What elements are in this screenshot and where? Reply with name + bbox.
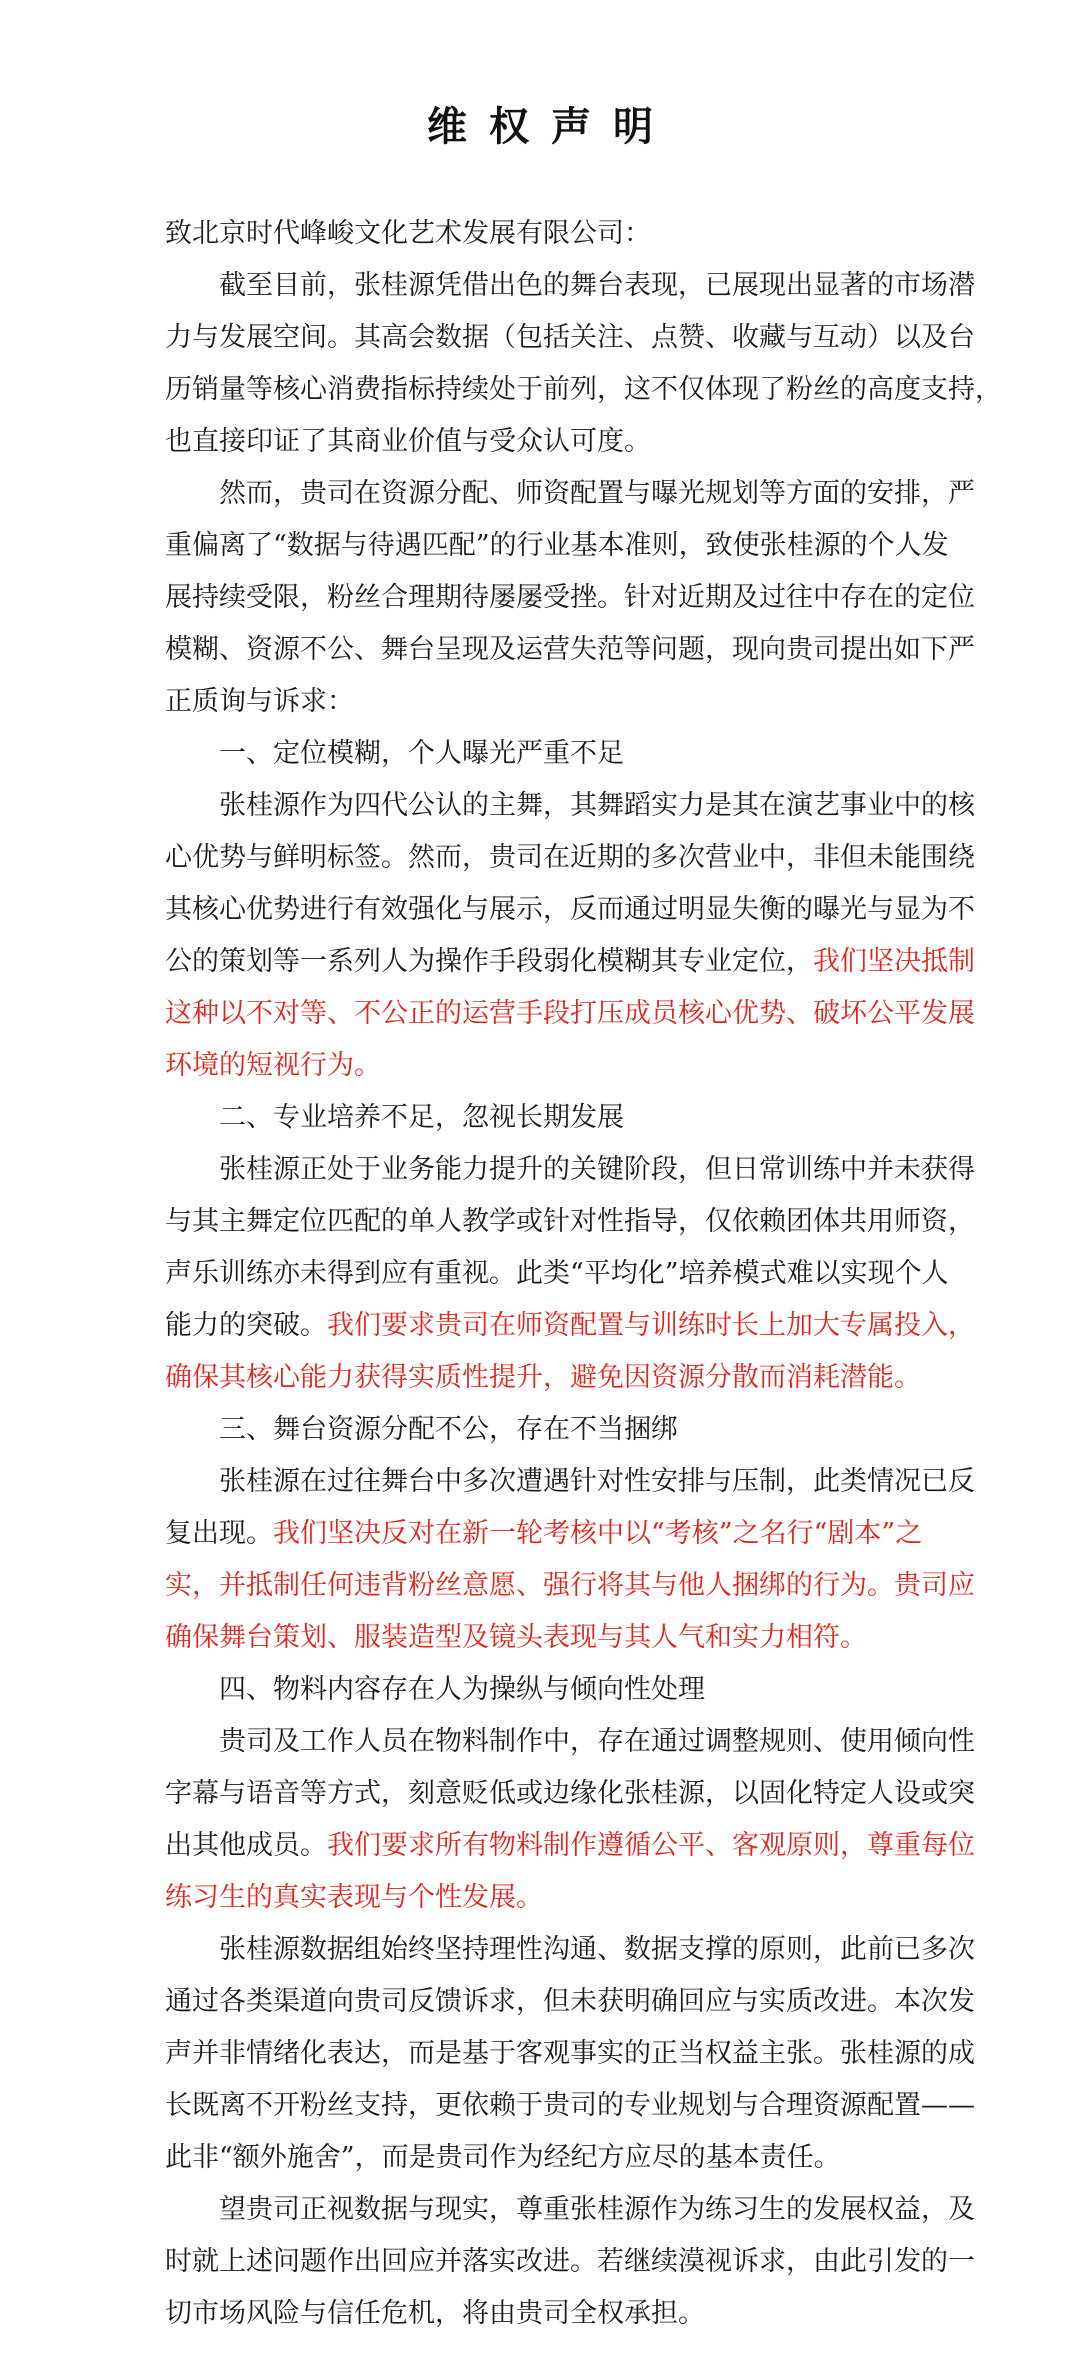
body-text: 历销量等核心消费指标持续处于前列，这不仅体现了粉丝的高度支持， [165, 374, 1002, 405]
text-line [165, 1404, 920, 1456]
paragraph [165, 1924, 975, 2184]
text-line [165, 1664, 920, 1716]
body-text: 模糊、资源不公、舞台呈现及运营失范等问题，现向贵司提出如下严 [165, 634, 975, 665]
text-line [165, 1508, 923, 1560]
body-text: 张桂源作为四代公认的主舞，其舞蹈实力是其在演艺事业中的核 [219, 790, 975, 821]
body-text: 能力的突破。 [165, 1310, 327, 1341]
paragraph [165, 780, 975, 1092]
body-text: 正质询与诉求： [165, 686, 354, 717]
text-line [165, 676, 920, 728]
text-line [165, 2080, 975, 2132]
text-line [165, 364, 1002, 416]
text-line [165, 1196, 975, 1248]
emphasis-text: 练习生的真实表现与个性发展。 [165, 1882, 543, 1913]
body-text: 一、定位模糊，个人曝光严重不足 [219, 738, 624, 769]
text-line [165, 832, 975, 884]
text-line [165, 1976, 975, 2028]
text-line [165, 1560, 975, 1612]
text-line [165, 2236, 975, 2288]
text-line [165, 936, 975, 988]
paragraph [165, 1716, 975, 1924]
paragraph [165, 1456, 975, 1664]
text-line [165, 988, 975, 1040]
text-line [165, 1820, 975, 1872]
text-line [165, 1352, 920, 1404]
text-line [165, 572, 975, 624]
text-line [165, 2028, 975, 2080]
body-text: 字幕与语音等方式，刻意贬低或边缘化张桂源，以固化特定人设或突 [165, 1778, 975, 1809]
body-text: 声乐训练亦未得到应有重视。此类“平均化”培养模式难以实现个人 [165, 1258, 949, 1289]
text-line [165, 1872, 920, 1924]
body-text: 力与发展空间。其高会数据（包括关注、点赞、收藏与互动）以及台 [165, 322, 975, 353]
body-text: 出其他成员。 [165, 1830, 327, 1861]
text-line [165, 780, 975, 832]
text-line [165, 1924, 975, 1976]
body-text: 声并非情绪化表达，而是基于客观事实的正当权益主张。张桂源的成 [165, 2038, 975, 2069]
paragraph [165, 2184, 975, 2340]
text-line [165, 2132, 920, 2184]
body-text: 贵司及工作人员在物料制作中，存在通过调整规则、使用倾向性 [219, 1726, 975, 1757]
body-text: 与其主舞定位匹配的单人教学或针对性指导，仅依赖团体共用师资， [165, 1206, 975, 1237]
text-line [165, 1612, 920, 1664]
text-line [165, 416, 920, 468]
text-line [165, 312, 975, 364]
body-text: 也直接印证了其商业价值与受众认可度。 [165, 426, 651, 457]
document-title: 维权声明 [427, 103, 675, 150]
salutation: 致北京时代峰峻文化艺术发展有限公司： [165, 218, 651, 249]
text-line [165, 2288, 920, 2340]
emphasis-text: 我们坚决抵制 [813, 946, 975, 977]
body-text: 此非“额外施舍”，而是贵司作为经纪方应尽的基本责任。 [165, 2142, 841, 2173]
body-text: 四、物料内容存在人为操纵与倾向性处理 [219, 1674, 705, 1705]
text-line [165, 468, 975, 520]
emphasis-text: 我们要求贵司在师资配置与训练时长上加大专属投入， [327, 1310, 975, 1341]
body-text: 公的策划等一系列人为操作手段弱化模糊其专业定位， [165, 946, 813, 977]
body-text: 二、专业培养不足，忽视长期发展 [219, 1102, 624, 1133]
body-text: 张桂源数据组始终坚持理性沟通、数据支撑的原则，此前已多次 [219, 1934, 975, 1965]
section-heading [165, 1404, 920, 1456]
section-heading [165, 1092, 920, 1144]
emphasis-text: 这种以不对等、不公正的运营手段打压成员核心优势、破坏公平发展 [165, 998, 975, 1029]
body-text: 长既离不开粉丝支持，更依赖于贵司的专业规划与合理资源配置—— [165, 2090, 975, 2121]
emphasis-text: 我们坚决反对在新一轮考核中以“考核”之名行“剧本”之 [273, 1518, 923, 1549]
text-line [165, 1248, 949, 1300]
emphasis-text: 确保其核心能力获得实质性提升，避免因资源分散而消耗潜能。 [165, 1362, 921, 1393]
text-line [165, 1768, 975, 1820]
body-text: 然而，贵司在资源分配、师资配置与曝光规划等方面的安排，严 [219, 478, 975, 509]
text-line [165, 728, 920, 780]
paragraph [165, 468, 975, 728]
body-text: 复出现。 [165, 1518, 273, 1549]
body-text: 三、舞台资源分配不公，存在不当捆绑 [219, 1414, 678, 1445]
paragraph [165, 1144, 975, 1404]
text-line [165, 884, 975, 936]
text-line [165, 624, 975, 676]
section-heading [165, 728, 920, 780]
body-text: 展持续受限，粉丝合理期待屡屡受挫。针对近期及过往中存在的定位 [165, 582, 975, 613]
text-line [165, 1456, 975, 1508]
body-text: 心优势与鲜明标签。然而，贵司在近期的多次营业中，非但未能围绕 [165, 842, 975, 873]
body-text: 通过各类渠道向贵司反馈诉求，但未获明确回应与实质改进。本次发 [165, 1986, 975, 2017]
body-text: 时就上述问题作出回应并落实改进。若继续漠视诉求，由此引发的一 [165, 2246, 975, 2277]
section-heading [165, 1664, 920, 1716]
emphasis-text: 环境的短视行为。 [165, 1050, 381, 1081]
text-line [165, 1040, 920, 1092]
emphasis-text: 实，并抵制任何违背粉丝意愿、强行将其与他人捆绑的行为。贵司应 [165, 1570, 975, 1601]
document-body [165, 208, 1002, 2340]
body-text: 张桂源正处于业务能力提升的关键阶段，但日常训练中并未获得 [219, 1154, 975, 1185]
body-text: 截至目前，张桂源凭借出色的舞台表现，已展现出显著的市场潜 [219, 270, 975, 301]
body-text: 切市场风险与信任危机，将由贵司全权承担。 [165, 2298, 705, 2329]
text-line [165, 520, 949, 572]
text-line [165, 1300, 975, 1352]
text-line [165, 1716, 975, 1768]
emphasis-text: 我们要求所有物料制作遵循公平、客观原则，尊重每位 [327, 1830, 975, 1861]
paragraph [165, 260, 1002, 468]
body-text: 张桂源在过往舞台中多次遭遇针对性安排与压制，此类情况已反 [219, 1466, 975, 1497]
body-text: 其核心优势进行有效强化与展示，反而通过明显失衡的曝光与显为不 [165, 894, 975, 925]
text-line [165, 2184, 975, 2236]
emphasis-text: 确保舞台策划、服装造型及镜头表现与其人气和实力相符。 [165, 1622, 867, 1653]
text-line [165, 260, 975, 312]
body-text: 望贵司正视数据与现实，尊重张桂源作为练习生的发展权益，及 [219, 2194, 975, 2225]
text-line [165, 1144, 975, 1196]
body-text: 重偏离了“数据与待遇匹配”的行业基本准则，致使张桂源的个人发 [165, 530, 949, 561]
text-line [165, 1092, 920, 1144]
